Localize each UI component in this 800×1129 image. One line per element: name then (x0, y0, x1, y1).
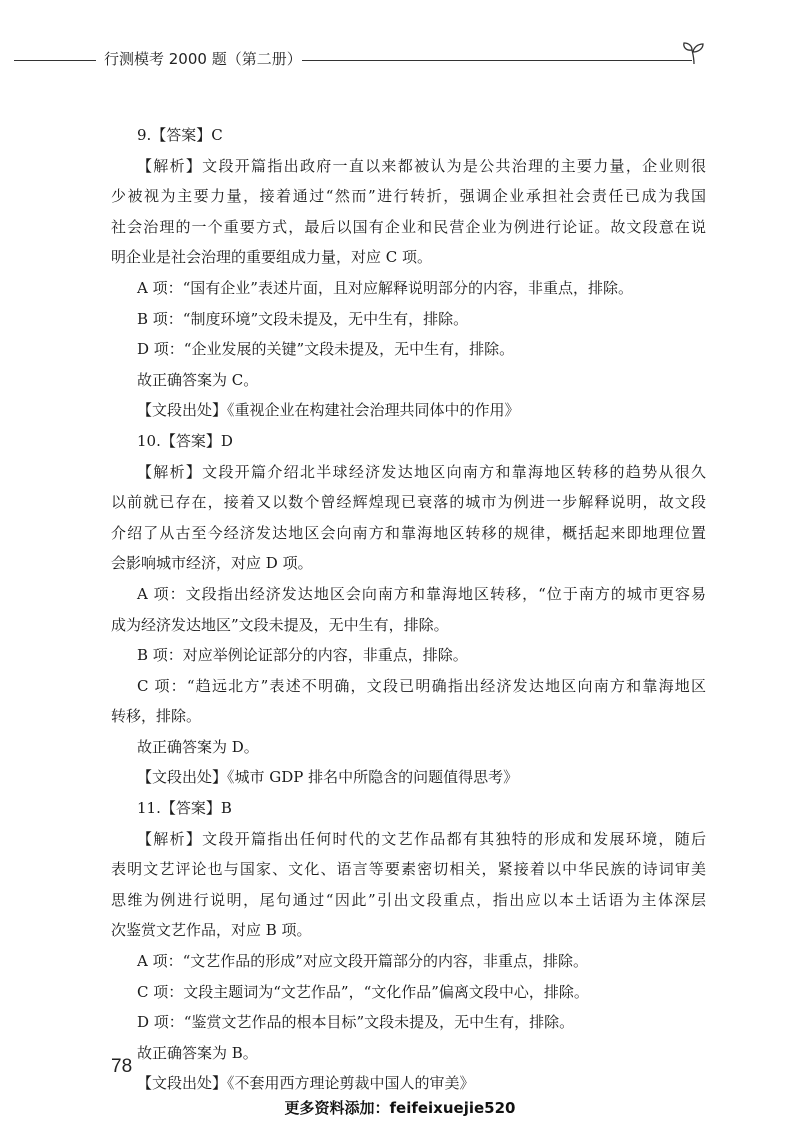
text-line: 明企业是社会治理的重要组成力量，对应 C 项。 (111, 248, 433, 267)
header-rule-right (302, 60, 692, 61)
text-line: 故正确答案为 D。 (137, 737, 259, 756)
text-line: 【文段出处】《不套用西方理论剪裁中国人的审美》 (137, 1074, 475, 1093)
text-line: A 项：“文艺作品的形成”对应文段开篇部分的内容，非重点，排除。 (137, 952, 588, 971)
text-line: A 项：“国有企业”表述片面，且对应解释说明部分的内容，非重点，排除。 (137, 278, 633, 297)
text-line: 故正确答案为 C。 (137, 370, 259, 389)
text-line: A 项：文段指出经济发达地区会向南方和靠海地区转移，“位于南方的城市更容易 (137, 584, 706, 603)
text-line: 【解析】文段开篇指出任何时代的文艺作品都有其独特的形成和发展环境，随后 (137, 829, 706, 848)
text-line: 【文段出处】《城市 GDP 排名中所隐含的问题值得思考》 (137, 768, 519, 787)
text-line: 思维为例进行说明，尾句通过“因此”引出文段重点，指出应以本土话语为主体深层 (111, 890, 706, 909)
text-line: 成为经济发达地区”文段未提及，无中生有，排除。 (111, 615, 449, 634)
header-rule-left (14, 60, 96, 61)
sprout-icon (680, 40, 708, 66)
running-header (0, 40, 800, 80)
footer-note: 更多资料添加：feifeixuejie520 (284, 1099, 516, 1117)
text-line: 表明文艺评论也与国家、文化、语言等要素密切相关，紧接着以中华民族的诗词审美 (111, 860, 706, 879)
text-line: 【解析】文段开篇介绍北半球经济发达地区向南方和靠海地区转移的趋势从很久 (137, 462, 706, 481)
text-line: 10.【答案】D (137, 431, 233, 450)
text-line: C 项：“趋远北方”表述不明确，文段已明确指出经济发达地区向南方和靠海地区 (137, 676, 706, 695)
text-line: B 项：“制度环境”文段未提及，无中生有，排除。 (137, 309, 469, 328)
page-number: 78 (111, 1056, 133, 1077)
text-line: 转移，排除。 (111, 707, 202, 726)
text-line: C 项：文段主题词为“文艺作品”，“文化作品”偏离文段中心，排除。 (137, 982, 589, 1001)
book-title: 行测模考 2000 题（第二册） (104, 50, 302, 68)
text-line: B 项：对应举例论证部分的内容，非重点，排除。 (137, 646, 468, 665)
text-line: 社会治理的一个重要方式，最后以国有企业和民营企业为例进行论证。故文段意在说 (111, 217, 706, 236)
text-line: 故正确答案为 B。 (137, 1043, 258, 1062)
text-line: D 项：“企业发展的关键”文段未提及，无中生有，排除。 (137, 340, 515, 359)
text-line: 会影响城市经济，对应 D 项。 (111, 554, 313, 573)
text-line: 9.【答案】C (137, 126, 223, 144)
text-line: 11.【答案】B (137, 799, 232, 818)
text-line: 以前就已存在，接着又以数个曾经辉煌现已衰落的城市为例进一步解释说明，故文段 (111, 493, 706, 512)
text-line: 介绍了从古至今经济发达地区会向南方和靠海地区转移的规律，概括起来即地理位置 (111, 523, 706, 542)
text-line: D 项：“鉴赏文艺作品的根本目标”文段未提及，无中生有，排除。 (137, 1013, 575, 1032)
text-line: 【文段出处】《重视企业在构建社会治理共同体中的作用》 (137, 401, 520, 420)
text-line: 次鉴赏文艺作品，对应 B 项。 (111, 921, 312, 940)
text-line: 【解析】文段开篇指出政府一直以来都被认为是公共治理的主要力量，企业则很 (137, 156, 706, 175)
text-line: 少被视为主要力量，接着通过“然而”进行转折，强调企业承担社会责任已成为我国 (111, 187, 706, 206)
answer-explanations (111, 120, 706, 1099)
